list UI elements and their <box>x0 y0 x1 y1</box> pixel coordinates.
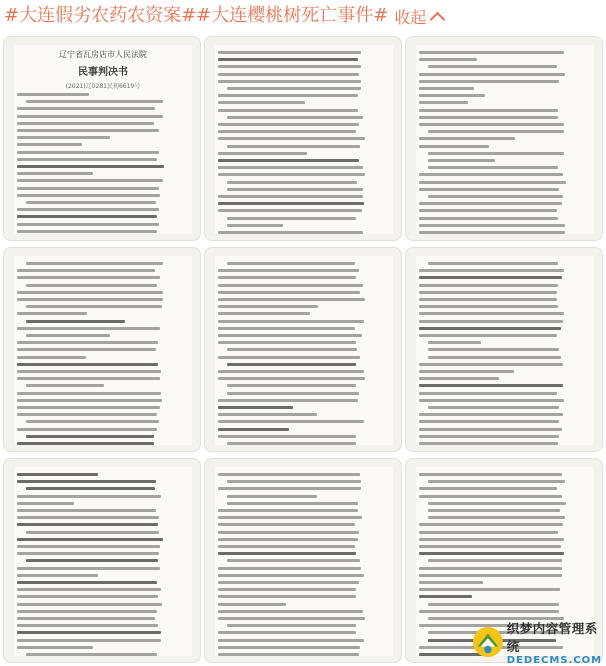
text-line <box>218 73 359 76</box>
text-line <box>227 145 360 148</box>
text-line <box>218 617 365 620</box>
text-line <box>17 312 87 315</box>
text-line <box>17 552 159 555</box>
text-line <box>428 603 559 606</box>
text-line <box>428 480 565 483</box>
text-line <box>218 523 355 526</box>
thumbnail-5[interactable] <box>204 247 402 452</box>
hashtag-cherry-tree-death[interactable]: #大连樱桃树死亡事件# <box>196 5 389 26</box>
text-line <box>218 101 305 104</box>
text-line <box>227 262 355 265</box>
text-line <box>17 327 160 330</box>
text-line <box>428 502 566 505</box>
text-line <box>419 87 474 90</box>
dedecms-watermark <box>472 620 604 666</box>
text-line <box>218 284 363 287</box>
text-line <box>428 159 495 162</box>
text-line <box>419 413 563 416</box>
court-name: 辽宁省瓦房店市人民法院 <box>59 50 147 59</box>
text-line <box>419 305 558 308</box>
text-line <box>17 538 163 541</box>
text-line <box>428 262 558 265</box>
document-title: 民事判决书 <box>78 67 128 78</box>
text-line <box>419 101 468 104</box>
text-line <box>17 129 159 132</box>
text-line <box>419 209 557 212</box>
text-line <box>227 116 363 119</box>
text-line <box>428 130 564 133</box>
text-line <box>17 341 158 344</box>
text-line <box>419 334 557 337</box>
text-line <box>218 646 360 649</box>
text-line <box>17 473 98 476</box>
text-line <box>218 588 356 591</box>
text-line <box>218 574 364 577</box>
text-line <box>218 209 362 212</box>
document-page <box>215 467 393 656</box>
text-line <box>419 442 558 445</box>
text-line <box>218 195 363 198</box>
text-line <box>218 123 359 126</box>
text-line <box>26 320 125 323</box>
text-line <box>419 420 559 423</box>
text-line <box>17 215 157 218</box>
text-line <box>227 348 357 351</box>
text-line <box>17 610 157 613</box>
text-line <box>419 538 564 541</box>
text-line <box>419 116 558 119</box>
text-line <box>218 531 359 534</box>
text-line <box>218 595 356 598</box>
text-line <box>227 502 358 505</box>
text-line <box>17 523 158 526</box>
text-line <box>17 574 98 577</box>
hashtag-pesticide-case[interactable]: #大连假劣农药农资案# <box>4 5 197 26</box>
watermark-cn: 织梦内容管理系统 <box>506 620 598 654</box>
text-line <box>428 341 481 344</box>
text-line <box>218 420 364 423</box>
topic-header <box>0 0 606 32</box>
text-line <box>218 610 363 613</box>
text-line <box>428 516 565 519</box>
text-line <box>227 624 356 627</box>
text-line <box>218 377 365 380</box>
text-line <box>419 588 560 591</box>
text-line <box>17 356 86 359</box>
text-line <box>428 559 562 562</box>
text-line <box>419 145 489 148</box>
text-line <box>419 94 485 97</box>
text-line <box>227 224 283 227</box>
text-line <box>419 495 562 498</box>
text-line <box>419 545 561 548</box>
text-line <box>17 502 74 505</box>
text-line <box>26 420 159 423</box>
text-line <box>17 567 160 570</box>
text-line <box>428 406 559 409</box>
text-line <box>419 202 562 205</box>
text-line <box>419 392 557 395</box>
text-line <box>17 93 89 96</box>
text-line <box>218 291 360 294</box>
text-line <box>218 327 355 330</box>
text-line <box>428 65 557 68</box>
text-line <box>218 487 361 490</box>
text-line <box>419 595 472 598</box>
text-line <box>17 631 161 634</box>
text-line <box>17 298 163 301</box>
image-grid <box>3 36 603 663</box>
text-line <box>227 480 361 483</box>
text-line <box>419 435 559 438</box>
text-line <box>218 509 358 512</box>
text-line <box>428 166 558 169</box>
text-line <box>17 143 82 146</box>
text-line <box>218 159 359 162</box>
text-line <box>26 284 157 287</box>
text-line <box>419 552 564 555</box>
document-page <box>215 45 393 234</box>
text-line <box>218 516 362 519</box>
text-line <box>419 327 561 330</box>
text-line <box>17 115 163 118</box>
text-line <box>419 531 558 534</box>
text-line <box>17 187 159 190</box>
text-line <box>17 291 163 294</box>
text-line <box>428 152 564 155</box>
document-page <box>14 467 192 656</box>
text-line <box>218 370 364 373</box>
text-line <box>419 58 477 61</box>
text-line <box>419 173 563 176</box>
text-line <box>17 413 157 416</box>
text-line <box>419 384 563 387</box>
text-line <box>17 646 93 649</box>
document-page <box>14 256 192 445</box>
text-line <box>218 65 361 68</box>
text-line <box>26 305 162 308</box>
text-line <box>227 181 357 184</box>
collapse-label: 收起 <box>394 7 427 27</box>
text-line <box>17 581 157 584</box>
text-line <box>419 581 483 584</box>
text-line <box>218 51 361 54</box>
text-line <box>218 639 364 642</box>
text-line <box>17 165 164 168</box>
text-line <box>218 58 358 61</box>
text-line <box>17 516 159 519</box>
text-line <box>17 151 159 154</box>
text-line <box>26 384 104 387</box>
thumbnail-4[interactable] <box>3 247 201 452</box>
text-line <box>419 276 562 279</box>
text-line <box>17 158 157 161</box>
text-line <box>17 230 157 233</box>
text-line <box>419 567 562 570</box>
text-line <box>419 473 562 476</box>
text-line <box>26 653 157 656</box>
text-line <box>218 202 364 205</box>
text-line <box>419 428 562 431</box>
text-line <box>26 334 110 337</box>
text-line <box>17 588 161 591</box>
text-line <box>218 341 356 344</box>
text-line <box>17 377 160 380</box>
text-line <box>218 166 363 169</box>
text-line <box>218 567 361 570</box>
text-line <box>17 595 158 598</box>
text-line <box>218 538 358 541</box>
text-line <box>419 298 557 301</box>
text-line <box>218 276 356 279</box>
text-line <box>218 173 365 176</box>
text-line <box>218 305 318 308</box>
text-line <box>419 487 557 490</box>
text-line <box>17 442 154 445</box>
text-line <box>419 51 564 54</box>
text-line <box>218 406 293 409</box>
document-page <box>215 256 393 445</box>
text-line <box>419 137 515 140</box>
text-line <box>428 348 559 351</box>
text-line <box>17 179 163 182</box>
watermark-en: DEDECMS.COM <box>506 654 603 666</box>
thumbnail-2[interactable] <box>204 36 402 241</box>
text-line <box>218 137 365 140</box>
text-line <box>419 217 558 220</box>
text-line <box>218 603 286 606</box>
text-line <box>218 320 364 323</box>
text-line <box>428 356 561 359</box>
text-line <box>419 523 563 526</box>
text-line <box>218 312 310 315</box>
text-line <box>17 208 159 211</box>
text-line <box>17 617 155 620</box>
thumbnail-7[interactable] <box>3 458 201 663</box>
text-line <box>17 363 158 366</box>
chevron-up-icon <box>430 11 446 27</box>
text-line <box>419 363 563 366</box>
text-line <box>17 406 160 409</box>
text-line <box>26 100 163 103</box>
text-line <box>227 87 361 90</box>
text-line <box>227 392 359 395</box>
text-line <box>419 574 562 577</box>
text-line <box>419 284 558 287</box>
text-line <box>419 109 558 112</box>
text-line <box>17 107 155 110</box>
text-line <box>17 509 156 512</box>
text-line <box>218 413 317 416</box>
text-line <box>419 73 565 76</box>
text-line <box>17 603 162 606</box>
document-page <box>416 256 594 445</box>
text-line <box>419 610 559 613</box>
text-line <box>218 231 363 234</box>
thumbnail-3[interactable] <box>405 36 603 241</box>
text-line <box>17 495 161 498</box>
text-line <box>218 80 361 83</box>
text-line <box>428 509 560 512</box>
text-line <box>419 80 559 83</box>
text-line <box>17 223 159 226</box>
text-line <box>428 195 563 198</box>
text-line <box>17 399 162 402</box>
text-line <box>419 291 557 294</box>
text-line <box>26 531 159 534</box>
text-line <box>17 370 161 373</box>
text-line <box>218 269 359 272</box>
text-line <box>218 152 307 155</box>
text-line <box>218 94 358 97</box>
text-line <box>419 224 565 227</box>
text-line <box>419 269 564 272</box>
text-line <box>218 631 356 634</box>
text-line <box>419 320 563 323</box>
text-line <box>26 559 158 562</box>
text-line <box>218 356 360 359</box>
text-line <box>419 377 499 380</box>
text-line <box>17 639 161 642</box>
thumbnail-6[interactable] <box>405 247 603 452</box>
text-line <box>227 442 356 445</box>
text-line <box>218 334 362 337</box>
text-line <box>17 480 156 483</box>
text-line <box>17 194 160 197</box>
text-line <box>419 370 514 373</box>
text-line <box>218 130 356 133</box>
document-page <box>14 45 192 234</box>
text-line <box>419 123 564 126</box>
collapse-button[interactable] <box>394 5 443 28</box>
text-line <box>218 581 359 584</box>
text-line <box>227 363 356 366</box>
text-line <box>17 269 155 272</box>
text-line <box>218 435 356 438</box>
text-line <box>26 435 154 438</box>
text-line <box>26 201 156 204</box>
text-line <box>227 495 317 498</box>
text-line <box>419 399 564 402</box>
text-line <box>218 473 360 476</box>
text-line <box>419 231 565 234</box>
text-line <box>17 172 93 175</box>
text-line <box>218 545 355 548</box>
text-line <box>419 181 566 184</box>
text-line <box>17 136 110 139</box>
text-line <box>17 122 154 125</box>
text-line <box>218 109 358 112</box>
thumbnail-1[interactable] <box>3 36 201 241</box>
text-line <box>218 653 359 656</box>
text-line <box>17 392 161 395</box>
text-line <box>218 298 365 301</box>
text-line <box>218 399 358 402</box>
case-number: (2021)辽0281民初6619号 <box>65 83 141 90</box>
text-line <box>218 552 356 555</box>
text-line <box>17 348 156 351</box>
text-line <box>17 545 160 548</box>
text-line <box>17 276 160 279</box>
text-line <box>26 262 163 265</box>
dedecms-logo-icon <box>472 625 504 659</box>
document-page <box>416 45 594 234</box>
text-line <box>227 384 356 387</box>
text-line <box>227 188 363 191</box>
text-line <box>26 487 155 490</box>
text-line <box>227 217 356 220</box>
text-line <box>419 188 559 191</box>
thumbnail-8[interactable] <box>204 458 402 663</box>
text-line <box>419 312 564 315</box>
text-line <box>218 428 289 431</box>
text-line <box>227 559 360 562</box>
text-line <box>17 428 157 431</box>
text-line <box>17 624 158 627</box>
